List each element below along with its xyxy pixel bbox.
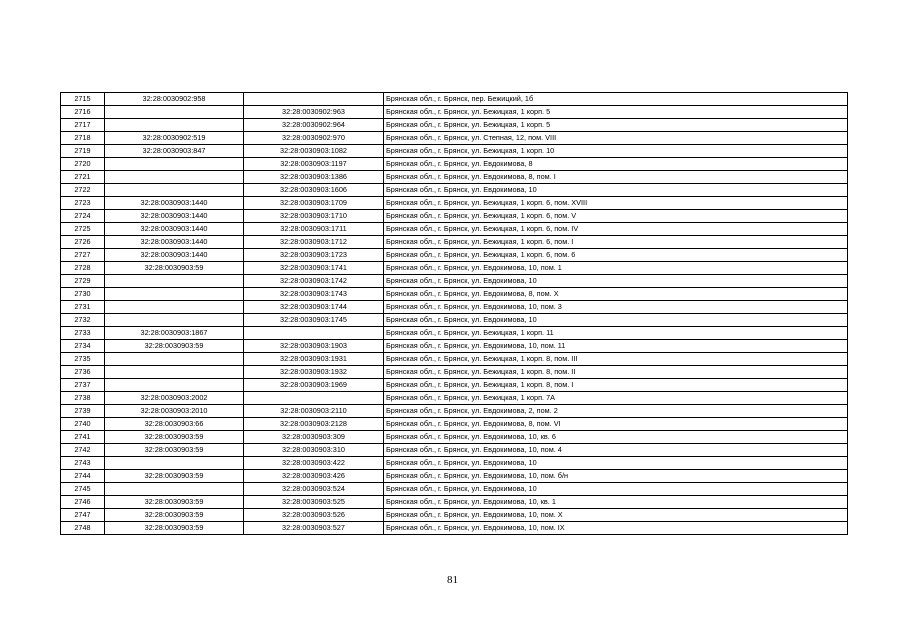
address-cell: Брянская обл., г. Брянск, ул. Евдокимова, 10, пом. 3 <box>384 301 848 314</box>
table-row <box>61 210 848 223</box>
table-row <box>61 522 848 535</box>
object-cadastral-number-cell: 32:28:0030903:1197 <box>244 158 384 171</box>
row-number-cell: 2736 <box>61 366 105 379</box>
object-cadastral-number-cell <box>244 327 384 340</box>
table-row <box>61 197 848 210</box>
row-number-cell: 2716 <box>61 106 105 119</box>
table-row <box>61 171 848 184</box>
table-row <box>61 223 848 236</box>
object-cadastral-number-cell: 32:28:0030903:2110 <box>244 405 384 418</box>
cadastral-number-cell: 32:28:0030903:1440 <box>105 223 244 236</box>
cadastral-number-cell <box>105 171 244 184</box>
table-row <box>61 314 848 327</box>
address-cell: Брянская обл., г. Брянск, ул. Евдокимова, 10 <box>384 314 848 327</box>
row-number-cell: 2739 <box>61 405 105 418</box>
cadastral-number-cell <box>105 275 244 288</box>
address-cell: Брянская обл., г. Брянск, ул. Бежицкая, 1 корп. 8, пом. I <box>384 379 848 392</box>
cadastral-number-cell: 32:28:0030903:59 <box>105 340 244 353</box>
address-cell: Брянская обл., г. Брянск, ул. Бежицкая, 1 корп. 10 <box>384 145 848 158</box>
address-cell: Брянская обл., г. Брянск, ул. Бежицкая, 1 корп. 11 <box>384 327 848 340</box>
register-table-body <box>61 93 848 535</box>
object-cadastral-number-cell: 32:28:0030903:1712 <box>244 236 384 249</box>
address-cell: Брянская обл., г. Брянск, ул. Евдокимова, 10, пом. 4 <box>384 444 848 457</box>
address-cell: Брянская обл., г. Брянск, ул. Евдокимова, 8, пом. X <box>384 288 848 301</box>
row-number-cell: 2731 <box>61 301 105 314</box>
address-cell: Брянская обл., г. Брянск, ул. Евдокимова, 8, пом. I <box>384 171 848 184</box>
row-number-cell: 2728 <box>61 262 105 275</box>
cadastral-number-cell: 32:28:0030903:2002 <box>105 392 244 405</box>
cadastral-number-cell: 32:28:0030903:59 <box>105 431 244 444</box>
object-cadastral-number-cell: 32:28:0030902:964 <box>244 119 384 132</box>
address-cell: Брянская обл., г. Брянск, ул. Евдокимова, 10 <box>384 457 848 470</box>
row-number-cell: 2721 <box>61 171 105 184</box>
address-cell: Брянская обл., г. Брянск, ул. Евдокимова, 2, пом. 2 <box>384 405 848 418</box>
table-row <box>61 509 848 522</box>
address-cell: Брянская обл., г. Брянск, ул. Евдокимова, 10 <box>384 483 848 496</box>
table-row <box>61 236 848 249</box>
cadastral-number-cell: 32:28:0030903:1440 <box>105 236 244 249</box>
object-cadastral-number-cell: 32:28:0030902:963 <box>244 106 384 119</box>
row-number-cell: 2725 <box>61 223 105 236</box>
row-number-cell: 2738 <box>61 392 105 405</box>
address-cell: Брянская обл., г. Брянск, ул. Евдокимова, 10, пом. 1 <box>384 262 848 275</box>
table-row <box>61 301 848 314</box>
table-row <box>61 262 848 275</box>
cadastral-number-cell <box>105 366 244 379</box>
cadastral-number-cell <box>105 184 244 197</box>
cadastral-number-cell <box>105 483 244 496</box>
table-row <box>61 119 848 132</box>
row-number-cell: 2730 <box>61 288 105 301</box>
object-cadastral-number-cell: 32:28:0030903:309 <box>244 431 384 444</box>
object-cadastral-number-cell: 32:28:0030903:1709 <box>244 197 384 210</box>
address-cell: Брянская обл., г. Брянск, ул. Евдокимова, 8, пом. VI <box>384 418 848 431</box>
table-row <box>61 353 848 366</box>
row-number-cell: 2718 <box>61 132 105 145</box>
table-row <box>61 418 848 431</box>
row-number-cell: 2729 <box>61 275 105 288</box>
cadastral-number-cell: 32:28:0030903:1440 <box>105 210 244 223</box>
table-row <box>61 275 848 288</box>
cadastral-number-cell: 32:28:0030903:847 <box>105 145 244 158</box>
cadastral-number-cell: 32:28:0030903:59 <box>105 522 244 535</box>
address-cell: Брянская обл., г. Брянск, ул. Степная, 12, пом. VIII <box>384 132 848 145</box>
table-row <box>61 392 848 405</box>
cadastral-number-cell <box>105 119 244 132</box>
table-row <box>61 379 848 392</box>
row-number-cell: 2747 <box>61 509 105 522</box>
cadastral-number-cell: 32:28:0030903:2010 <box>105 405 244 418</box>
object-cadastral-number-cell: 32:28:0030903:1741 <box>244 262 384 275</box>
cadastral-number-cell: 32:28:0030903:1440 <box>105 197 244 210</box>
object-cadastral-number-cell: 32:28:0030903:310 <box>244 444 384 457</box>
table-row <box>61 431 848 444</box>
cadastral-number-cell <box>105 379 244 392</box>
table-row <box>61 444 848 457</box>
object-cadastral-number-cell: 32:28:0030903:1723 <box>244 249 384 262</box>
object-cadastral-number-cell: 32:28:0030903:1903 <box>244 340 384 353</box>
table-row <box>61 249 848 262</box>
cadastral-number-cell: 32:28:0030903:66 <box>105 418 244 431</box>
row-number-cell: 2720 <box>61 158 105 171</box>
address-cell: Брянская обл., г. Брянск, ул. Евдокимова, 10, кв. 6 <box>384 431 848 444</box>
row-number-cell: 2732 <box>61 314 105 327</box>
cadastral-number-cell: 32:28:0030903:1867 <box>105 327 244 340</box>
row-number-cell: 2742 <box>61 444 105 457</box>
object-cadastral-number-cell: 32:28:0030903:1745 <box>244 314 384 327</box>
row-number-cell: 2733 <box>61 327 105 340</box>
table-row <box>61 470 848 483</box>
object-cadastral-number-cell: 32:28:0030903:1932 <box>244 366 384 379</box>
address-cell: Брянская обл., г. Брянск, ул. Евдокимова, 10, кв. 1 <box>384 496 848 509</box>
address-cell: Брянская обл., г. Брянск, ул. Бежицкая, 1 корп. 8, пом. II <box>384 366 848 379</box>
table-row <box>61 158 848 171</box>
table-row <box>61 340 848 353</box>
row-number-cell: 2744 <box>61 470 105 483</box>
address-cell: Брянская обл., г. Брянск, ул. Бежицкая, 1 корп. 6, пом. V <box>384 210 848 223</box>
address-cell: Брянская обл., г. Брянск, ул. Евдокимова, 10, пом. 11 <box>384 340 848 353</box>
cadastral-number-cell: 32:28:0030903:59 <box>105 509 244 522</box>
object-cadastral-number-cell: 32:28:0030902:970 <box>244 132 384 145</box>
table-row <box>61 405 848 418</box>
row-number-cell: 2723 <box>61 197 105 210</box>
cadastral-number-cell <box>105 314 244 327</box>
row-number-cell: 2740 <box>61 418 105 431</box>
row-number-cell: 2722 <box>61 184 105 197</box>
table-row <box>61 288 848 301</box>
address-cell: Брянская обл., г. Брянск, ул. Евдокимова, 10, пом. IX <box>384 522 848 535</box>
table-row <box>61 93 848 106</box>
object-cadastral-number-cell <box>244 93 384 106</box>
address-cell: Брянская обл., г. Брянск, ул. Евдокимова, 10 <box>384 184 848 197</box>
cadastral-number-cell <box>105 457 244 470</box>
object-cadastral-number-cell: 32:28:0030903:525 <box>244 496 384 509</box>
address-cell: Брянская обл., г. Брянск, ул. Евдокимова, 10, пом. X <box>384 509 848 522</box>
cadastral-number-cell <box>105 158 244 171</box>
cadastral-number-cell <box>105 301 244 314</box>
object-cadastral-number-cell: 32:28:0030903:2128 <box>244 418 384 431</box>
object-cadastral-number-cell: 32:28:0030903:1711 <box>244 223 384 236</box>
address-cell: Брянская обл., г. Брянск, ул. Евдокимова, 10, пом. б/н <box>384 470 848 483</box>
table-row <box>61 496 848 509</box>
address-cell: Брянская обл., г. Брянск, ул. Бежицкая, 1 корп. 6, пом. IV <box>384 223 848 236</box>
object-cadastral-number-cell: 32:28:0030903:1606 <box>244 184 384 197</box>
object-cadastral-number-cell: 32:28:0030903:1931 <box>244 353 384 366</box>
row-number-cell: 2715 <box>61 93 105 106</box>
table-row <box>61 145 848 158</box>
object-cadastral-number-cell: 32:28:0030903:1744 <box>244 301 384 314</box>
cadastral-number-cell: 32:28:0030903:59 <box>105 444 244 457</box>
table-row <box>61 327 848 340</box>
cadastral-number-cell: 32:28:0030902:519 <box>105 132 244 145</box>
table-row <box>61 483 848 496</box>
address-cell: Брянская обл., г. Брянск, ул. Бежицкая, 1 корп. 6, пом. 6 <box>384 249 848 262</box>
object-cadastral-number-cell: 32:28:0030903:422 <box>244 457 384 470</box>
object-cadastral-number-cell: 32:28:0030903:1710 <box>244 210 384 223</box>
object-cadastral-number-cell: 32:28:0030903:526 <box>244 509 384 522</box>
cadastral-number-cell: 32:28:0030903:1440 <box>105 249 244 262</box>
cadastral-number-cell: 32:28:0030903:59 <box>105 470 244 483</box>
address-cell: Брянская обл., г. Брянск, ул. Евдокимова, 10 <box>384 275 848 288</box>
object-cadastral-number-cell: 32:28:0030903:524 <box>244 483 384 496</box>
address-cell: Брянская обл., г. Брянск, ул. Евдокимова, 8 <box>384 158 848 171</box>
row-number-cell: 2735 <box>61 353 105 366</box>
cadastral-number-cell: 32:28:0030903:59 <box>105 262 244 275</box>
address-cell: Брянская обл., г. Брянск, ул. Бежицкая, 1 корп. 7А <box>384 392 848 405</box>
row-number-cell: 2745 <box>61 483 105 496</box>
row-number-cell: 2737 <box>61 379 105 392</box>
row-number-cell: 2743 <box>61 457 105 470</box>
page-number: 81 <box>447 574 458 586</box>
address-cell: Брянская обл., г. Брянск, ул. Бежицкая, 1 корп. 6, пом. XVIII <box>384 197 848 210</box>
cadastral-number-cell <box>105 288 244 301</box>
row-number-cell: 2734 <box>61 340 105 353</box>
object-cadastral-number-cell <box>244 392 384 405</box>
object-cadastral-number-cell: 32:28:0030903:1742 <box>244 275 384 288</box>
row-number-cell: 2741 <box>61 431 105 444</box>
address-cell: Брянская обл., г. Брянск, ул. Бежицкая, 1 корп. 6, пом. I <box>384 236 848 249</box>
object-cadastral-number-cell: 32:28:0030903:1969 <box>244 379 384 392</box>
address-cell: Брянская обл., г. Брянск, ул. Бежицкая, 1 корп. 5 <box>384 119 848 132</box>
table-row <box>61 366 848 379</box>
address-cell: Брянская обл., г. Брянск, пер. Бежицкий, 1б <box>384 93 848 106</box>
row-number-cell: 2746 <box>61 496 105 509</box>
table-row <box>61 457 848 470</box>
row-number-cell: 2726 <box>61 236 105 249</box>
table-row <box>61 132 848 145</box>
object-cadastral-number-cell: 32:28:0030903:527 <box>244 522 384 535</box>
cadastral-number-cell: 32:28:0030903:59 <box>105 496 244 509</box>
cadastral-number-cell <box>105 353 244 366</box>
object-cadastral-number-cell: 32:28:0030903:426 <box>244 470 384 483</box>
cadastral-number-cell <box>105 106 244 119</box>
row-number-cell: 2748 <box>61 522 105 535</box>
address-cell: Брянская обл., г. Брянск, ул. Бежицкая, 1 корп. 5 <box>384 106 848 119</box>
object-cadastral-number-cell: 32:28:0030903:1743 <box>244 288 384 301</box>
register-table <box>60 92 848 535</box>
cadastral-number-cell: 32:28:0030902:958 <box>105 93 244 106</box>
object-cadastral-number-cell: 32:28:0030903:1386 <box>244 171 384 184</box>
row-number-cell: 2727 <box>61 249 105 262</box>
table-row <box>61 184 848 197</box>
object-cadastral-number-cell: 32:28:0030903:1082 <box>244 145 384 158</box>
table-row <box>61 106 848 119</box>
address-cell: Брянская обл., г. Брянск, ул. Бежицкая, 1 корп. 8, пом. III <box>384 353 848 366</box>
row-number-cell: 2719 <box>61 145 105 158</box>
row-number-cell: 2717 <box>61 119 105 132</box>
row-number-cell: 2724 <box>61 210 105 223</box>
